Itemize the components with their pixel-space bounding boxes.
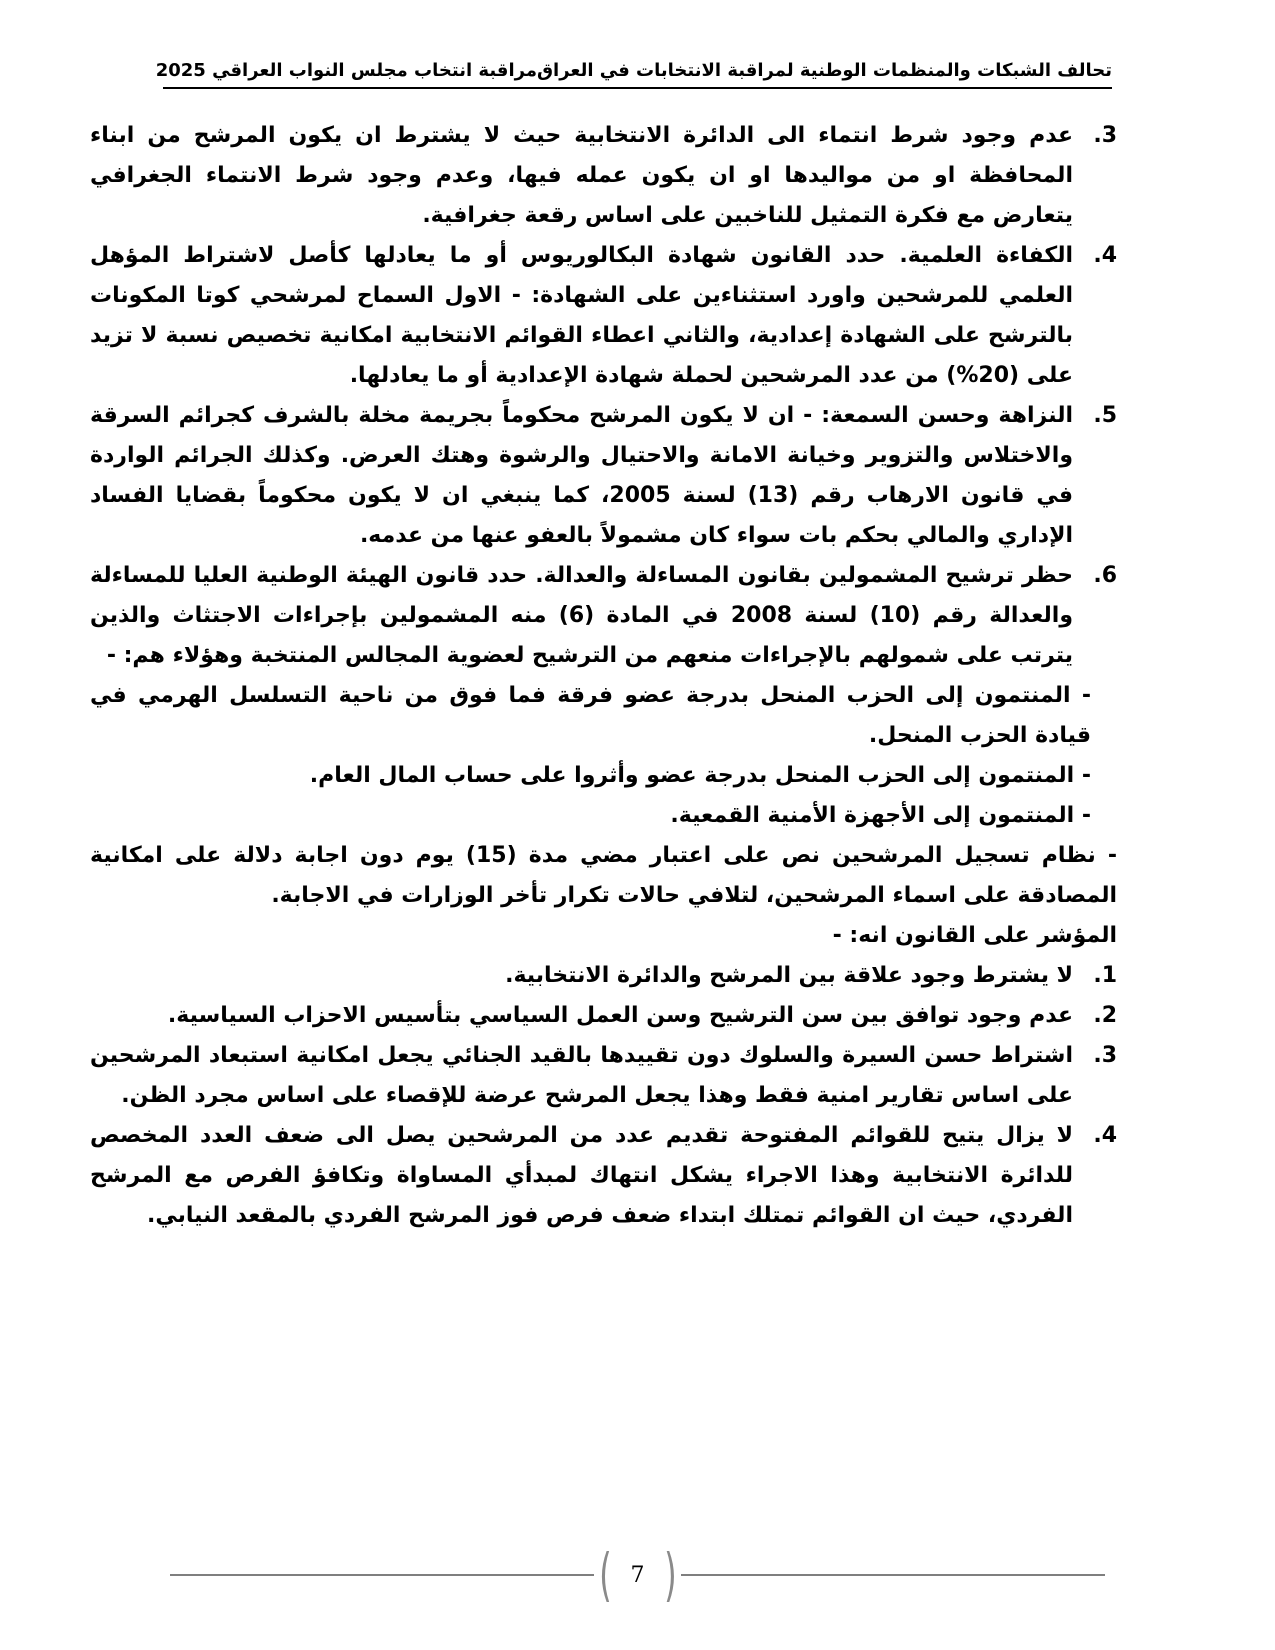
list-item-text: حظر ترشيح المشمولين بقانون المساءلة والعدالة. حدد قانون الهيئة الوطنية العليا للمساءلة والعدالة رقم (10) لسنة 2008 في المادة (6) منه المشمولين بإجراءات الاجتثاث والذين يترتب على شمولهم بالإجراءات منعهم من الترشيح لعضوية المجالس المنتخبة وهؤلاء هم: -	[90, 563, 1073, 668]
dash-item-party-leadership: - المنتمون إلى الحزب المنحل بدرجة عضو فرقة فما فوق من ناحية التسلسل الهرمي في قيادة الحزب المنحل.	[90, 683, 1091, 748]
list-number: 3.	[1093, 123, 1117, 148]
remark-item-3	[90, 1036, 1117, 1116]
paragraph-registration-system: - نظام تسجيل المرشحين نص على اعتبار مضي مدة (15) يوم دون اجابة دلالة على امكانية المصادقة على اسماء المرشحين، لتلافي حالات تكرار تأخر الوزارات في الاجابة.	[90, 843, 1117, 908]
list-number: 4.	[1093, 1123, 1117, 1148]
list-item-text: عدم وجود توافق بين سن الترشيح وسن العمل السياسي بتأسيس الاحزاب السياسية.	[167, 1003, 1073, 1028]
page-number-bracket-left-icon: (	[598, 1542, 612, 1608]
page-header	[155, 60, 1112, 89]
header-report-title: مراقبة انتخاب مجلس النواب العراقي 2025	[155, 60, 537, 81]
list-item-6	[90, 556, 1117, 676]
dash-item-security-agencies: - المنتمون إلى الأجهزة الأمنية القمعية.	[670, 803, 1091, 828]
list-item-text: الكفاءة العلمية. حدد القانون شهادة البكالوريوس أو ما يعادلها كأصل لاشتراط المؤهل العلمي للمرشحين واورد استثناءين على الشهادة: - الاول السماح لمرشحي كوتا المكونات بالترشح على الشهادة إعدادية، والثاني اعطاء القوائم الانتخابية امكانية تخصيص نسبة لا تزيد على (20%) من عدد المرشحين لحملة شهادة الإعدادية أو ما يعادلها.	[90, 243, 1073, 388]
list-number: 4.	[1093, 243, 1117, 268]
header-coalition-title: تحالف الشبكات والمنظمات الوطنية لمراقبة الانتخابات في العراق	[536, 60, 1112, 81]
list-item-4	[90, 236, 1117, 396]
list-number: 5.	[1093, 403, 1117, 428]
page-number: 7	[630, 1562, 645, 1588]
footer-rule-right	[681, 1574, 1105, 1576]
list-item-5	[90, 396, 1117, 556]
list-item-text: لا يشترط وجود علاقة بين المرشح والدائرة الانتخابية.	[505, 963, 1073, 988]
document-body	[90, 116, 1117, 1236]
list-item-text: اشتراط حسن السيرة والسلوك دون تقييدها بالقيد الجنائي يجعل امكانية استبعاد المرشحين على اساس تقارير امنية فقط وهذا يجعل المرشح عرضة للإقصاء على اساس مجرد الظن.	[90, 1043, 1073, 1108]
list-item-text: عدم وجود شرط انتماء الى الدائرة الانتخابية حيث لا يشترط ان يكون المرشح من ابناء المحافظة او من مواليدها او ان يكون عمله فيها، وعدم وجود شرط الانتماء الجغرافي يتعارض مع فكرة التمثيل للناخبين على اساس رقعة جغرافية.	[90, 123, 1073, 228]
remark-item-1	[90, 956, 1117, 996]
list-item-3	[90, 116, 1117, 236]
list-number: 2.	[1093, 1003, 1117, 1028]
paragraph-law-remarks-intro: المؤشر على القانون انه: -	[832, 923, 1117, 948]
remark-item-2	[90, 996, 1117, 1036]
list-number: 6.	[1093, 563, 1117, 588]
list-item-text: لا يزال يتيح للقوائم المفتوحة تقديم عدد من المرشحين يصل الى ضعف العدد المخصص للدائرة الانتخابية وهذا الاجراء يشكل انتهاك لمبدأي المساواة وتكافؤ الفرص مع المرشح الفردي، حيث ان القوائم تمتلك ابتداء ضعف فرص فوز المرشح الفردي بالمقعد النيابي.	[90, 1123, 1073, 1228]
list-number: 3.	[1093, 1043, 1117, 1068]
remark-item-4	[90, 1116, 1117, 1236]
dash-item-party-member: - المنتمون إلى الحزب المنحل بدرجة عضو وأثروا على حساب المال العام.	[309, 763, 1091, 788]
page-footer	[170, 1543, 1105, 1607]
footer-rule-left	[170, 1574, 594, 1576]
list-number: 1.	[1093, 963, 1117, 988]
list-item-text: النزاهة وحسن السمعة: - ان لا يكون المرشح محكوماً بجريمة مخلة بالشرف كجرائم السرقة والاختلاس والتزوير وخيانة الامانة والاحتيال والرشوة وهتك العرض. وكذلك الجرائم الواردة في قانون الارهاب رقم (13) لسنة 2005، كما ينبغي ان لا يكون محكوماً بقضايا الفساد الإداري والمالي بحكم بات سواء كان مشمولاً بالعفو عنها من عدمه.	[90, 403, 1073, 548]
page-number-bracket-right-icon: )	[663, 1542, 677, 1608]
